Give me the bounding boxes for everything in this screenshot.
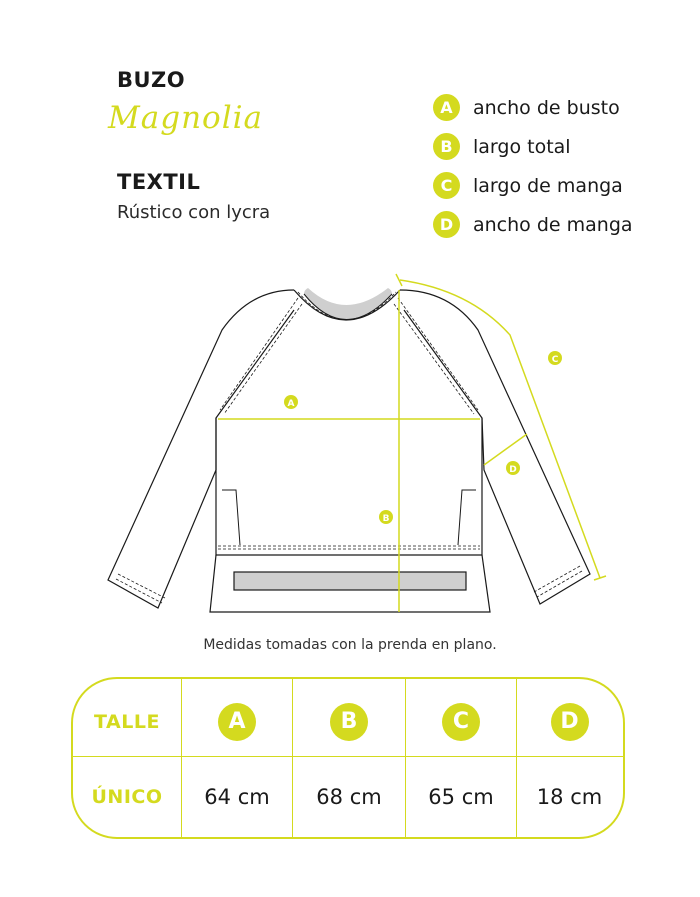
header-cell-a	[181, 679, 292, 756]
column-badge-c: C	[442, 703, 480, 741]
marker-d-text: D	[509, 465, 517, 475]
marker-a-text: A	[287, 399, 295, 409]
measure-line-d	[484, 434, 527, 465]
badge-d: D	[433, 211, 460, 238]
marker-a	[284, 395, 298, 409]
legend-label-d: ancho de manga	[473, 213, 633, 236]
badge-c: C	[433, 172, 460, 199]
value-cell-a	[181, 756, 292, 838]
marker-c-text: C	[551, 355, 559, 365]
right-cuff-stitch	[534, 566, 580, 592]
header-cell-c	[405, 679, 516, 756]
fabric-description: Rústico con lycra	[117, 202, 271, 223]
value-a: 64 cm	[204, 785, 270, 809]
marker-b-text: B	[382, 514, 390, 524]
body-outline	[216, 418, 482, 555]
legend-label-b: largo total	[473, 135, 571, 158]
value-b: 68 cm	[316, 785, 382, 809]
header-cell-d	[516, 679, 622, 756]
value-c: 65 cm	[428, 785, 494, 809]
product-type: BUZO	[117, 68, 186, 92]
measurement-note: Medidas tomadas con la prenda en plano.	[203, 637, 497, 653]
neck-inner	[304, 288, 392, 320]
column-badge-d: D	[551, 703, 589, 741]
badge-a: A	[433, 94, 460, 121]
table-row	[73, 756, 623, 838]
left-cuff-stitch-2	[116, 579, 162, 603]
left-cuff-stitch	[118, 574, 165, 598]
product-name: Magnolia	[108, 100, 264, 136]
measure-line-c	[400, 280, 600, 578]
header-cell-talle	[73, 679, 181, 756]
marker-b	[379, 510, 393, 524]
legend-label-c: largo de manga	[473, 174, 623, 197]
right-raglan-stitch	[398, 298, 478, 410]
table-header-row	[73, 679, 623, 757]
value-d: 18 cm	[536, 785, 603, 809]
marker-d	[506, 461, 520, 475]
value-cell-c	[405, 756, 516, 838]
row-label-cell	[73, 756, 181, 838]
column-badge-b: B	[330, 703, 368, 741]
textil-label: TEXTIL	[117, 170, 201, 194]
pocket-left	[222, 490, 240, 545]
right-raglan-stitch-2	[394, 304, 474, 414]
right-sleeve	[400, 290, 590, 604]
right-cuff-stitch-2	[537, 571, 582, 597]
size-table	[71, 677, 625, 839]
value-cell-b	[292, 756, 405, 838]
left-sleeve	[108, 290, 294, 608]
talle-label: TALLE	[94, 710, 160, 733]
value-cell-d	[516, 756, 622, 838]
unico-label: ÚNICO	[91, 786, 163, 808]
column-badge-a: A	[218, 703, 256, 741]
left-raglan-stitch	[220, 298, 298, 410]
marker-c	[548, 351, 562, 365]
pocket-right	[458, 490, 476, 545]
legend-label-a: ancho de busto	[473, 96, 620, 119]
header-cell-b	[292, 679, 405, 756]
hem-band	[234, 572, 466, 590]
badge-b: B	[433, 133, 460, 160]
